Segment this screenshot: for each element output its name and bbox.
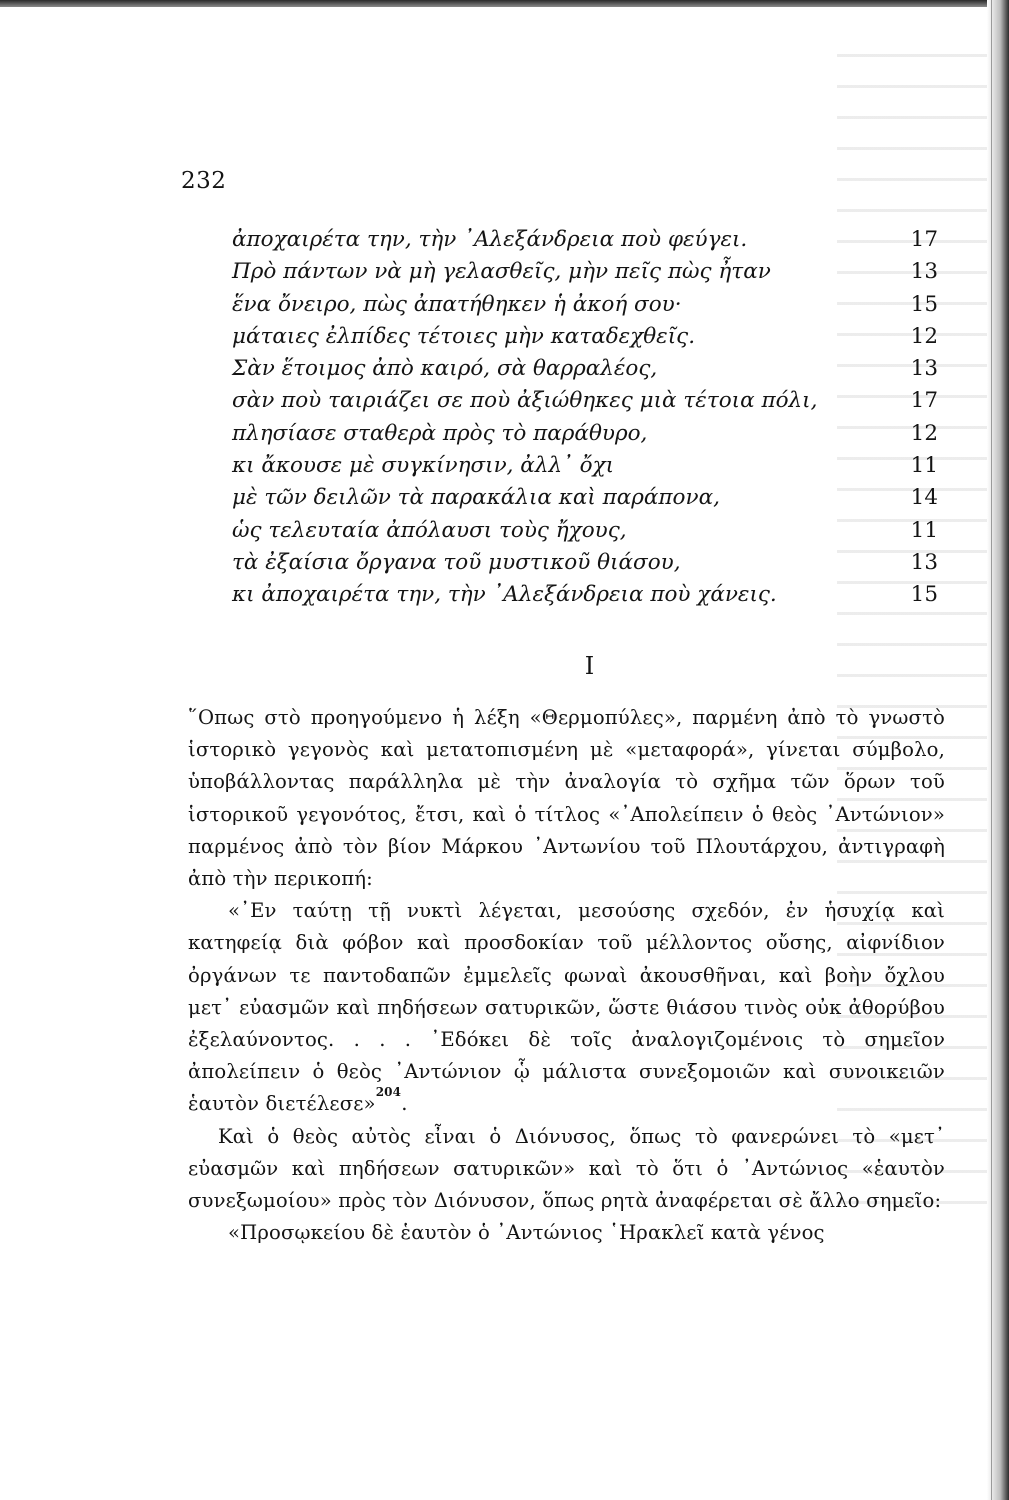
verse-text: τὰ ἐξαίσια ὄργανα τοῦ μυστικοῦ θιάσου, [232,549,681,575]
paragraph: ῞Οπως στὸ προηγούμενο ἡ λέξη «Θερμοπύλες», παρμένη ἀπὸ τὸ γνωστὸ ἱστορικὸ γεγονὸς καὶ μετατοπισμένη μὲ «μεταφορά», γίνεται σύμβολο, ὑποβάλλοντας παράλληλα μὲ τὴν ἀναλογία τὸ σχῆμα τῶν ὅρων τοῦ ἱστορικοῦ γεγονότος, ἔτσι, καὶ ὁ τίτλος «᾿Απολείπειν ὁ θεὸς ᾿Αντώνιον» παρμένος ἀπὸ τὸν βίον Μάρκου ᾿Αντωνίου τοῦ Πλουτάρχου, ἀντιγραφὴ ἀπὸ τὴν περικοπή: [188,706,945,891]
syllable-count: 13 [910,259,938,285]
verse-text: ἀποχαιρέτα την, τὴν ᾿Αλεξάνδρεια ποὺ φεύγει. [232,227,748,252]
verse-text: ἕνα ὄνειρο, πὼς ἀπατήθηκεν ἡ ἀκοή σου· [232,291,682,317]
poem-line [232,547,940,579]
verse-text: σὰν ποὺ ταιριάζει σε ποὺ ἀξιώθηκες μιὰ τέτοια πόλι, [232,388,818,414]
scan-top-edge [0,0,1009,7]
poem-line [232,385,940,417]
page-number: 232 [181,168,227,194]
poem-line [232,289,940,321]
syllable-count: 15 [910,582,938,608]
syllable-count: 12 [910,323,938,349]
syllable-count: 11 [910,517,938,543]
poem-excerpt [232,224,940,612]
verse-text: πλησίασε σταθερὰ πρὸς τὸ παράθυρο, [232,420,648,446]
verse-text: Πρὸ πάντων νὰ μὴ γελασθεῖς, μὴν πεῖς πὼς ἦταν [232,259,771,285]
body-text [188,702,945,1249]
paragraph: Καὶ ὁ θεὸς αὐτὸς εἶναι ὁ Διόνυσος, ὅπως τὸ φανερώνει τὸ «μετ᾿ εὐασμῶν καὶ πηδήσεων σατυρικῶν» καὶ τὸ ὅτι ὁ ᾿Αντώνιος «ἑαυτὸν συνεξωμοίου» πρὸς τὸν Διόνυσον, ὅπως ρητὰ ἀναφέρεται σὲ ἄλλο σημεῖο: [188,1124,945,1213]
syllable-count: 17 [910,227,938,252]
verse-text: μὲ τῶν δειλῶν τὰ παρακάλια καὶ παράπονα, [232,485,720,511]
poem-line [232,353,940,385]
verse-text: μάταιες ἐλπίδες τέτοιες μὴν καταδεχθεῖς. [232,323,696,349]
quotation: «Προσῳκείου δὲ ἑαυτὸν ὁ ᾿Αντώνιος ῾Ηρακλεῖ κατὰ γένος [228,1221,825,1245]
poem-line [232,256,940,288]
section-heading: I [584,652,595,680]
quotation-text: «᾿Εν ταύτῃ τῇ νυκτὶ λέγεται, μεσούσης σχεδόν, ἐν ἡσυχίᾳ καὶ κατηφείᾳ διὰ φόβον καὶ προσδοκίαν τοῦ μέλλοντος οὔσης, αἰφνίδιον ὀργάνων τε παντοδαπῶν ἐμμελεῖς φωναὶ ἀκουσθῆναι, καὶ βοὴν ὄχλου μετ᾿ εὐασμῶν καὶ πηδήσεων σατυρικῶν, ὥστε θιάσου τινὸς οὐκ ἀθορύβου ἐξελαύνοντος. . . . ᾿Εδόκει δὲ τοῖς ἀναλογιζομένοις τὸ σημεῖον ἀπολείπειν ὁ θεὸς ᾿Αντώνιον ᾧ μάλιστα συνεξομοιῶν καὶ συνοικειῶν ἑαυτὸν διετέλεσε» [188,899,945,1116]
poem-line [232,321,940,353]
poem-line [232,579,940,611]
verse-text: Σὰν ἕτοιμος ἀπὸ καιρό, σὰ θαρραλέος, [232,356,658,382]
syllable-count: 12 [910,420,938,446]
syllable-count: 13 [910,549,938,575]
poem-line [232,450,940,482]
syllable-count: 14 [910,485,938,511]
syllable-count: 17 [910,388,938,414]
scan-right-edge [987,0,1009,1500]
quotation [188,895,945,1120]
quotation-end: . [401,1092,408,1116]
poem-line [232,515,940,547]
syllable-count: 11 [910,453,938,479]
poem-line [232,418,940,450]
syllable-count: 15 [910,291,938,317]
verse-text: κι ἄκουσε μὲ συγκίνησιν, ἀλλ᾿ ὄχι [232,453,615,479]
poem-line [232,482,940,514]
verse-text: κι ἀποχαιρέτα την, τὴν ᾿Αλεξάνδρεια ποὺ χάνεις. [232,582,777,608]
verse-text: ὡς τελευταία ἀπόλαυσι τοὺς ἤχους, [232,517,627,543]
footnote-reference: 204 [375,1085,402,1100]
poem-line [232,224,940,256]
syllable-count: 13 [910,356,938,382]
